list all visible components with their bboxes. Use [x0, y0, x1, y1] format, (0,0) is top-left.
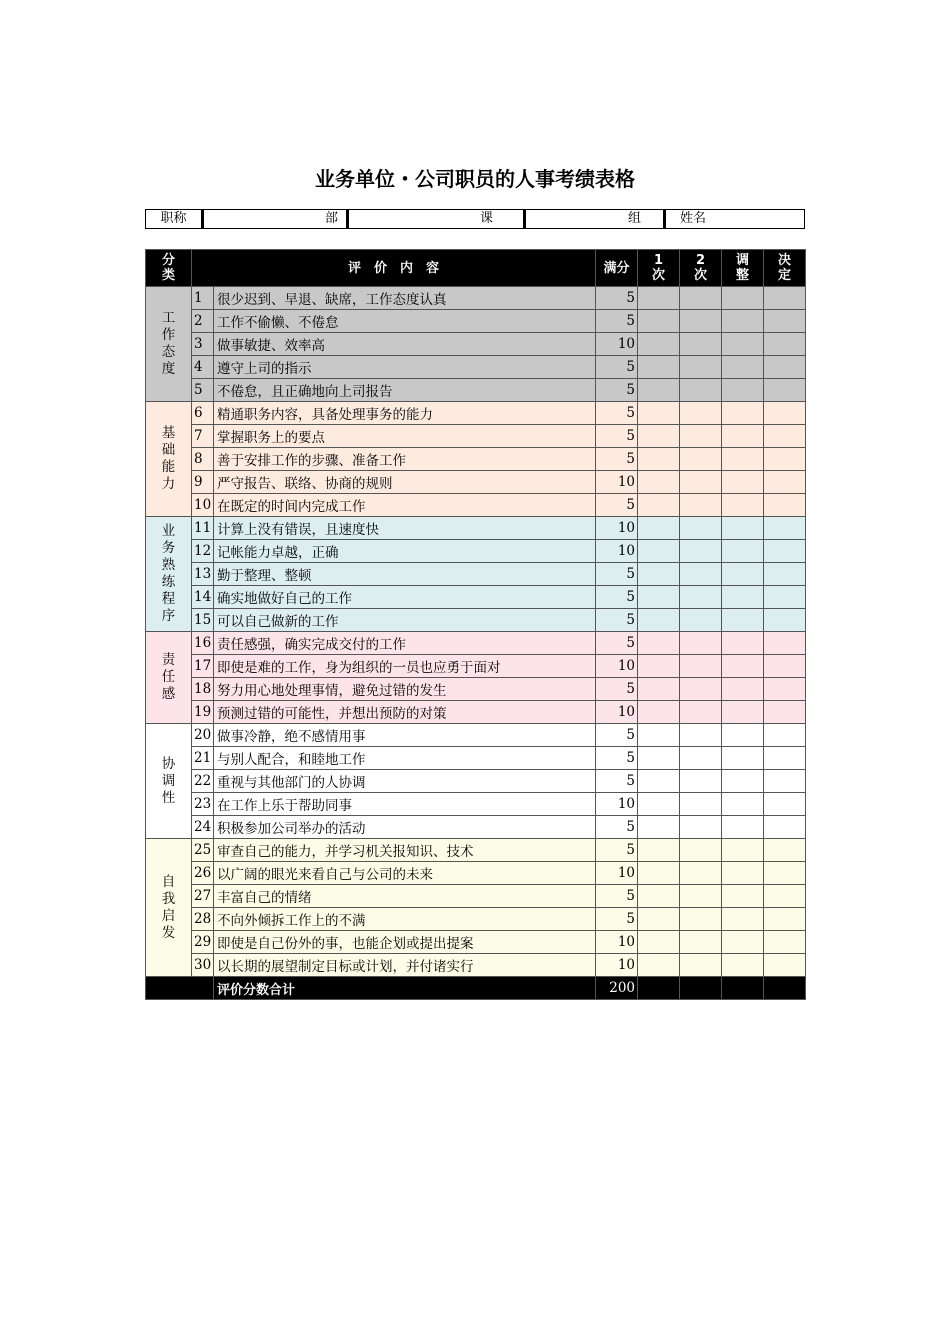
adjust-cell[interactable]: [722, 402, 764, 425]
page-title: 业务单位・公司职员的人事考绩表格: [315, 167, 635, 191]
decision-cell[interactable]: [764, 540, 806, 563]
adjust-cell[interactable]: [722, 793, 764, 816]
total-second-cell[interactable]: [680, 977, 722, 1000]
table-row: [146, 310, 806, 333]
decision-cell[interactable]: [764, 517, 806, 540]
adjust-cell[interactable]: [722, 816, 764, 839]
decision-cell[interactable]: [764, 425, 806, 448]
item-number: 20: [192, 724, 214, 747]
first-score-cell[interactable]: [638, 885, 680, 908]
adjust-cell[interactable]: [722, 287, 764, 310]
decision-cell[interactable]: [764, 632, 806, 655]
second-score-cell[interactable]: [680, 379, 722, 402]
decision-cell[interactable]: [764, 885, 806, 908]
first-score-cell[interactable]: [638, 310, 680, 333]
item-full-score: 5: [596, 747, 638, 770]
item-number: 25: [192, 839, 214, 862]
category-cell: 协 调 性: [146, 724, 192, 839]
adjust-cell[interactable]: [722, 931, 764, 954]
item-full-score: 10: [596, 655, 638, 678]
category-cell: 工 作 态 度: [146, 287, 192, 402]
item-content: 责任感强，确实完成交付的工作: [214, 632, 596, 655]
item-number: 14: [192, 586, 214, 609]
decision-cell[interactable]: [764, 402, 806, 425]
item-number: 11: [192, 517, 214, 540]
table-header-row: [146, 250, 806, 287]
item-full-score: 5: [596, 586, 638, 609]
item-number: 23: [192, 793, 214, 816]
item-full-score: 5: [596, 885, 638, 908]
adjust-cell[interactable]: [722, 333, 764, 356]
item-number: 26: [192, 862, 214, 885]
col-full-score: 满分: [596, 250, 638, 287]
second-score-cell[interactable]: [680, 816, 722, 839]
item-full-score: 5: [596, 908, 638, 931]
item-number: 21: [192, 747, 214, 770]
decision-cell[interactable]: [764, 954, 806, 977]
decision-cell[interactable]: [764, 793, 806, 816]
item-number: 3: [192, 333, 214, 356]
second-score-cell[interactable]: [680, 724, 722, 747]
first-score-cell[interactable]: [638, 494, 680, 517]
adjust-cell[interactable]: [722, 862, 764, 885]
category-cell: 自 我 启 发: [146, 839, 192, 977]
item-number: 5: [192, 379, 214, 402]
decision-cell[interactable]: [764, 563, 806, 586]
second-score-cell[interactable]: [680, 333, 722, 356]
item-content: 可以自己做新的工作: [214, 609, 596, 632]
item-content: 不向外倾拆工作上的不满: [214, 908, 596, 931]
adjust-cell[interactable]: [722, 885, 764, 908]
item-content: 很少迟到、早退、缺席，工作态度认真: [214, 287, 596, 310]
total-first-cell[interactable]: [638, 977, 680, 1000]
item-number: 19: [192, 701, 214, 724]
item-full-score: 5: [596, 632, 638, 655]
item-full-score: 10: [596, 540, 638, 563]
first-score-cell[interactable]: [638, 448, 680, 471]
second-score-cell[interactable]: [680, 563, 722, 586]
adjust-cell[interactable]: [722, 471, 764, 494]
item-content: 积极参加公司举办的活动: [214, 816, 596, 839]
second-score-cell[interactable]: [680, 839, 722, 862]
decision-cell[interactable]: [764, 333, 806, 356]
item-content: 确实地做好自己的工作: [214, 586, 596, 609]
item-full-score: 5: [596, 494, 638, 517]
item-number: 28: [192, 908, 214, 931]
item-content: 以长期的展望制定目标或计划，并付诸实行: [214, 954, 596, 977]
adjust-cell[interactable]: [722, 908, 764, 931]
item-content: 严守报告、联络、协商的规则: [214, 471, 596, 494]
first-score-cell[interactable]: [638, 356, 680, 379]
first-score-cell[interactable]: [638, 747, 680, 770]
item-full-score: 5: [596, 287, 638, 310]
first-score-cell[interactable]: [638, 931, 680, 954]
adjust-cell[interactable]: [722, 770, 764, 793]
decision-cell[interactable]: [764, 931, 806, 954]
adjust-cell[interactable]: [722, 747, 764, 770]
item-content: 与别人配合，和睦地工作: [214, 747, 596, 770]
item-content: 重视与其他部门的人协调: [214, 770, 596, 793]
item-number: 27: [192, 885, 214, 908]
decision-cell[interactable]: [764, 287, 806, 310]
item-full-score: 10: [596, 333, 638, 356]
item-full-score: 5: [596, 310, 638, 333]
second-score-cell[interactable]: [680, 908, 722, 931]
item-content: 预测过错的可能性，并想出预防的对策: [214, 701, 596, 724]
table-row: [146, 632, 806, 655]
table-row: [146, 333, 806, 356]
first-score-cell[interactable]: [638, 701, 680, 724]
name-label: 姓名: [680, 211, 707, 226]
item-full-score: 10: [596, 793, 638, 816]
decision-cell[interactable]: [764, 816, 806, 839]
item-full-score: 10: [596, 471, 638, 494]
item-number: 17: [192, 655, 214, 678]
decision-cell[interactable]: [764, 839, 806, 862]
decision-cell[interactable]: [764, 908, 806, 931]
item-full-score: 10: [596, 701, 638, 724]
adjust-cell[interactable]: [722, 448, 764, 471]
first-score-cell[interactable]: [638, 517, 680, 540]
table-row: [146, 839, 806, 862]
first-score-cell[interactable]: [638, 287, 680, 310]
table-row: [146, 356, 806, 379]
item-number: 2: [192, 310, 214, 333]
adjust-cell[interactable]: [722, 494, 764, 517]
item-number: 8: [192, 448, 214, 471]
item-content: 记帐能力卓越，正确: [214, 540, 596, 563]
table-body: [146, 287, 806, 1000]
item-full-score: 5: [596, 563, 638, 586]
adjust-cell[interactable]: [722, 379, 764, 402]
second-score-cell[interactable]: [680, 540, 722, 563]
first-score-cell[interactable]: [638, 724, 680, 747]
table-row: [146, 931, 806, 954]
second-score-cell[interactable]: [680, 701, 722, 724]
decision-cell[interactable]: [764, 586, 806, 609]
decision-cell[interactable]: [764, 379, 806, 402]
item-number: 29: [192, 931, 214, 954]
second-score-cell[interactable]: [680, 862, 722, 885]
decision-cell[interactable]: [764, 448, 806, 471]
item-content: 遵守上司的指示: [214, 356, 596, 379]
item-number: 12: [192, 540, 214, 563]
table-row: [146, 586, 806, 609]
first-score-cell[interactable]: [638, 655, 680, 678]
item-number: 18: [192, 678, 214, 701]
adjust-cell[interactable]: [722, 839, 764, 862]
second-score-cell[interactable]: [680, 747, 722, 770]
table-row: [146, 494, 806, 517]
item-number: 9: [192, 471, 214, 494]
item-full-score: 5: [596, 839, 638, 862]
first-score-cell[interactable]: [638, 839, 680, 862]
table-row: [146, 448, 806, 471]
table-row: [146, 609, 806, 632]
item-content: 努力用心地处理事情，避免过错的发生: [214, 678, 596, 701]
item-content: 勤于整理、整顿: [214, 563, 596, 586]
table-row: [146, 517, 806, 540]
decision-cell[interactable]: [764, 609, 806, 632]
total-adjust-cell[interactable]: [722, 977, 764, 1000]
table-row: [146, 425, 806, 448]
second-score-cell[interactable]: [680, 655, 722, 678]
table-row: [146, 540, 806, 563]
first-score-cell[interactable]: [638, 540, 680, 563]
category-cell: 责 任 感: [146, 632, 192, 724]
decision-cell[interactable]: [764, 862, 806, 885]
second-score-cell[interactable]: [680, 494, 722, 517]
item-number: 1: [192, 287, 214, 310]
evaluation-table: [145, 249, 806, 1000]
item-full-score: 5: [596, 816, 638, 839]
table-row: [146, 379, 806, 402]
first-score-cell[interactable]: [638, 793, 680, 816]
first-score-cell[interactable]: [638, 770, 680, 793]
decision-cell[interactable]: [764, 494, 806, 517]
item-content: 精通职务内容，具备处理事务的能力: [214, 402, 596, 425]
item-full-score: 5: [596, 724, 638, 747]
item-full-score: 5: [596, 770, 638, 793]
adjust-cell[interactable]: [722, 310, 764, 333]
adjust-cell[interactable]: [722, 425, 764, 448]
table-row: [146, 747, 806, 770]
item-content: 做事敏捷、效率高: [214, 333, 596, 356]
first-score-cell[interactable]: [638, 402, 680, 425]
item-full-score: 10: [596, 517, 638, 540]
total-score: 200: [596, 977, 638, 1000]
table-row: [146, 287, 806, 310]
item-number: 16: [192, 632, 214, 655]
item-full-score: 5: [596, 448, 638, 471]
table-row: [146, 678, 806, 701]
total-spacer: [146, 977, 214, 1000]
item-number: 13: [192, 563, 214, 586]
second-score-cell[interactable]: [680, 609, 722, 632]
first-score-cell[interactable]: [638, 816, 680, 839]
decision-cell[interactable]: [764, 356, 806, 379]
adjust-cell[interactable]: [722, 632, 764, 655]
table-row: [146, 816, 806, 839]
item-content: 计算上没有错误，且速度快: [214, 517, 596, 540]
col-first: 1 次: [638, 250, 680, 287]
second-score-cell[interactable]: [680, 678, 722, 701]
first-score-cell[interactable]: [638, 954, 680, 977]
table-row: [146, 701, 806, 724]
item-full-score: 5: [596, 425, 638, 448]
decision-cell[interactable]: [764, 471, 806, 494]
item-full-score: 10: [596, 931, 638, 954]
col-adjust: 调 整: [722, 250, 764, 287]
item-content: 即使是自己份外的事，也能企划或提出提案: [214, 931, 596, 954]
item-content: 在工作上乐于帮助同事: [214, 793, 596, 816]
item-full-score: 5: [596, 356, 638, 379]
first-score-cell[interactable]: [638, 471, 680, 494]
decision-cell[interactable]: [764, 310, 806, 333]
second-score-cell[interactable]: [680, 793, 722, 816]
adjust-cell[interactable]: [722, 678, 764, 701]
adjust-cell[interactable]: [722, 540, 764, 563]
item-content: 善于安排工作的步骤、准备工作: [214, 448, 596, 471]
item-content: 即使是难的工作，身为组织的一员也应勇于面对: [214, 655, 596, 678]
item-number: 22: [192, 770, 214, 793]
col-content: 评 价 内 容: [192, 250, 596, 287]
table-row: [146, 954, 806, 977]
table-row: [146, 724, 806, 747]
group-label: 组: [526, 210, 666, 228]
item-number: 10: [192, 494, 214, 517]
item-full-score: 10: [596, 862, 638, 885]
adjust-cell[interactable]: [722, 609, 764, 632]
first-score-cell[interactable]: [638, 425, 680, 448]
adjust-cell[interactable]: [722, 356, 764, 379]
item-number: 7: [192, 425, 214, 448]
item-number: 30: [192, 954, 214, 977]
item-full-score: 5: [596, 379, 638, 402]
second-score-cell[interactable]: [680, 471, 722, 494]
item-content: 丰富自己的情绪: [214, 885, 596, 908]
item-content: 做事冷静，绝不感情用事: [214, 724, 596, 747]
adjust-cell[interactable]: [722, 724, 764, 747]
second-score-cell[interactable]: [680, 632, 722, 655]
decision-cell[interactable]: [764, 724, 806, 747]
table-row: [146, 655, 806, 678]
second-score-cell[interactable]: [680, 402, 722, 425]
second-score-cell[interactable]: [680, 356, 722, 379]
employee-info-row: [145, 209, 805, 229]
col-second: 2 次: [680, 250, 722, 287]
job-title-label: 职称: [146, 210, 204, 228]
item-full-score: 5: [596, 402, 638, 425]
total-label: 评价分数合计: [214, 977, 596, 1000]
second-score-cell[interactable]: [680, 770, 722, 793]
table-row: [146, 908, 806, 931]
item-full-score: 5: [596, 678, 638, 701]
first-score-cell[interactable]: [638, 563, 680, 586]
first-score-cell[interactable]: [638, 908, 680, 931]
second-score-cell[interactable]: [680, 586, 722, 609]
decision-cell[interactable]: [764, 747, 806, 770]
item-number: 15: [192, 609, 214, 632]
decision-cell[interactable]: [764, 701, 806, 724]
adjust-cell[interactable]: [722, 586, 764, 609]
first-score-cell[interactable]: [638, 609, 680, 632]
table-row: [146, 793, 806, 816]
item-number: 4: [192, 356, 214, 379]
table-row: [146, 885, 806, 908]
second-score-cell[interactable]: [680, 310, 722, 333]
category-cell: 业 务 熟 练 程 序: [146, 517, 192, 632]
decision-cell[interactable]: [764, 678, 806, 701]
second-score-cell[interactable]: [680, 517, 722, 540]
first-score-cell[interactable]: [638, 333, 680, 356]
second-score-cell[interactable]: [680, 954, 722, 977]
item-content: 在既定的时间内完成工作: [214, 494, 596, 517]
table-row: [146, 563, 806, 586]
item-content: 掌握职务上的要点: [214, 425, 596, 448]
decision-cell[interactable]: [764, 655, 806, 678]
item-number: 6: [192, 402, 214, 425]
first-score-cell[interactable]: [638, 586, 680, 609]
section-label: 课: [349, 210, 526, 228]
first-score-cell[interactable]: [638, 379, 680, 402]
col-category: 分 类: [146, 250, 192, 287]
second-score-cell[interactable]: [680, 931, 722, 954]
item-number: 24: [192, 816, 214, 839]
first-score-cell[interactable]: [638, 678, 680, 701]
table-row: [146, 402, 806, 425]
table-row: [146, 471, 806, 494]
item-content: 不倦怠，且正确地向上司报告: [214, 379, 596, 402]
first-score-cell[interactable]: [638, 862, 680, 885]
table-row: [146, 862, 806, 885]
adjust-cell[interactable]: [722, 655, 764, 678]
adjust-cell[interactable]: [722, 563, 764, 586]
item-content: 审查自己的能力，并学习机关报知识、技术: [214, 839, 596, 862]
second-score-cell[interactable]: [680, 885, 722, 908]
item-full-score: 5: [596, 609, 638, 632]
adjust-cell[interactable]: [722, 701, 764, 724]
second-score-cell[interactable]: [680, 448, 722, 471]
adjust-cell[interactable]: [722, 517, 764, 540]
table-row: [146, 770, 806, 793]
adjust-cell[interactable]: [722, 954, 764, 977]
decision-cell[interactable]: [764, 770, 806, 793]
item-content: 工作不偷懒、不倦怠: [214, 310, 596, 333]
second-score-cell[interactable]: [680, 425, 722, 448]
item-full-score: 10: [596, 954, 638, 977]
second-score-cell[interactable]: [680, 287, 722, 310]
item-content: 以广阔的眼光来看自己与公司的未来: [214, 862, 596, 885]
total-decision-cell[interactable]: [764, 977, 806, 1000]
first-score-cell[interactable]: [638, 632, 680, 655]
category-cell: 基 础 能 力: [146, 402, 192, 517]
department-label: 部: [204, 210, 349, 228]
total-row: [146, 977, 806, 1000]
col-decision: 决 定: [764, 250, 806, 287]
